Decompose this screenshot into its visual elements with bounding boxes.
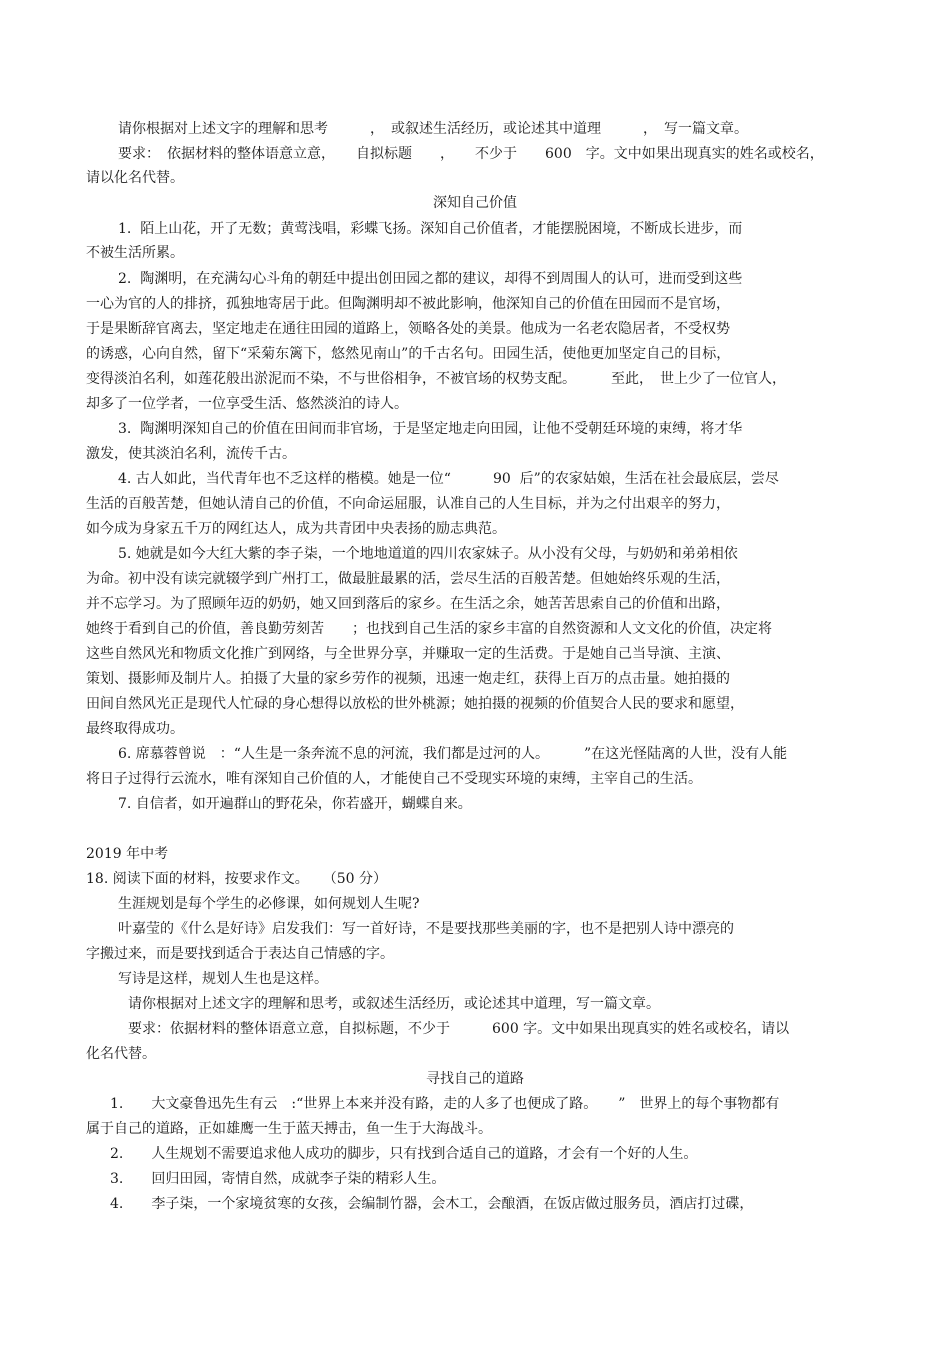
- paragraph-2-cont: 变得淡泊名利，如莲花般出淤泥而不染，不与世俗相争，不被官场的权势支配。 至此， 世上少了一位官人，: [86, 371, 786, 387]
- prompt-line: 请你根据对上述文字的理解和思考，或叙述生活经历，或论述其中道理，写一篇文章。: [128, 996, 660, 1012]
- paragraph-6-cont: 将日子过得行云流水，唯有深知自己价值的人，才能使自己不受现实环境的束缚，主宰自己的生活。: [86, 771, 702, 787]
- paragraph-2: 2. 陶渊明，在充满勾心斗角的朝廷中提出创田园之都的建议，却得不到周围人的认可，进而受到这些: [118, 271, 743, 287]
- item-2: 2. 人生规划不需要追求他人成功的脚步，只有找到合适自己的道路，才会有一个好的人生。: [110, 1146, 698, 1162]
- item-1: 1. 大文豪鲁迅先生有云 :“世界上本来并没有路，走的人多了也便成了路。 ” 世界上的每个事物都有: [110, 1096, 780, 1112]
- paragraph-5-cont: 田间自然风光正是现代人忙碌的身心想得以放松的世外桃源；她拍摄的视频的价值契合人民的要求和愿望，: [86, 696, 744, 712]
- requirement-line: 要求：依据材料的整体语意立意，自拟标题，不少于 600 字。文中如果出现真实的姓名或校名，请以: [128, 1021, 790, 1037]
- paragraph-4-cont: 生活的百般苦楚，但她认清自己的价值，不向命运屈服，认准自己的人生目标，并为之付出艰辛的努力，: [86, 496, 730, 512]
- paragraph-2-cont: 的诱惑，心向自然，留下“采菊东篱下，悠然见南山”的千古名句。田园生活，使他更加坚定自己的目标，: [86, 346, 731, 362]
- requirement-line: 要求： 依据材料的整体语意立意， 自拟标题 ， 不少于 600 字。文中如果出现真实的姓名或校名，: [118, 146, 824, 162]
- paragraph-5-cont: 她终于看到自己的价值，善良勤劳刻苦 ；也找到自己生活的家乡丰富的自然资源和人文文化的价值，决定将: [86, 621, 772, 637]
- paragraph-5-cont: 最终取得成功。: [86, 721, 184, 737]
- paragraph-5-cont: 并不忘学习。为了照顾年迈的奶奶，她又回到落后的家乡。在生活之余，她苦苦思索自己的价值和出路，: [86, 596, 730, 612]
- essay-title: 深知自己价值: [433, 195, 517, 211]
- paragraph-5-cont: 策划、摄影师及制片人。拍摄了大量的家乡劳作的视频，迅速一炮走红，获得上百万的点击量。她拍摄的: [86, 671, 730, 687]
- paragraph-3-cont: 激发，使其淡泊名利，流传千古。: [86, 446, 296, 462]
- item-3: 3. 回归田园，寄情自然，成就李子柒的精彩人生。: [110, 1171, 446, 1187]
- material-line: 写诗是这样，规划人生也是这样。: [118, 971, 328, 987]
- paragraph-7: 7. 自信者，如开遍群山的野花朵，你若盛开，蝴蝶自来。: [118, 796, 472, 812]
- paragraph-4: 4. 古人如此，当代青年也不乏这样的楷模。她是一位“ 90 后”的农家姑娘，生活在社会最底层，尝尽: [118, 471, 779, 487]
- paragraph-5-cont: 这些自然风光和物质文化推广到网络，与全世界分享，并赚取一定的生活费。于是她自己当导演、主演、: [86, 646, 730, 662]
- requirement-line-cont: 请以化名代替。: [86, 170, 184, 186]
- question-18: 18. 阅读下面的材料，按要求作文。 （50 分）: [86, 871, 387, 887]
- item-4: 4. 李子柒，一个家境贫寒的女孩，会编制竹器，会木工，会酿酒，在饭店做过服务员，酒店打过碟，: [110, 1196, 754, 1212]
- paragraph-5-cont: 为命。初中没有读完就辍学到广州打工，做最脏最累的活，尝尽生活的百般苦楚。但她始终乐观的生活，: [86, 571, 730, 587]
- paragraph-3: 3. 陶渊明深知自己的价值在田间而非官场，于是坚定地走向田园，让他不受朝廷环境的束缚，将才华: [118, 421, 743, 437]
- paragraph-6: 6. 席慕蓉曾说 ：“人生是一条奔流不息的河流，我们都是过河的人。 ”在这光怪陆离的人世，没有人能: [118, 746, 788, 762]
- prompt-line: 请你根据对上述文字的理解和思考 ， 或叙述生活经历，或论述其中道理 ， 写一篇文章。: [118, 121, 748, 137]
- material-line-cont: 字搬过来，而是要找到适合于表达自己情感的字。: [86, 946, 394, 962]
- exam-year: 2019 年中考: [86, 846, 169, 862]
- paragraph-2-cont: 于是果断辞官离去，坚定地走在通往田园的道路上，领略各处的美景。他成为一名老农隐居者，不受权势: [86, 321, 730, 337]
- item-1-cont: 属于自己的道路，正如雄鹰一生于蓝天搏击，鱼一生于大海战斗。: [86, 1121, 492, 1137]
- paragraph-2-cont: 一心为官的人的排挤，孤独地寄居于此。但陶渊明却不被此影响，他深知自己的价值在田园而不是官场，: [86, 296, 730, 312]
- paragraph-1: 1. 陌上山花，开了无数；黄莺浅唱，彩蝶飞扬。深知自己价值者，才能摆脱困境，不断成长进步，而: [118, 221, 743, 237]
- paragraph-1-cont: 不被生活所累。: [86, 245, 184, 261]
- paragraph-4-cont: 如今成为身家五千万的网红达人，成为共青团中央表扬的励志典范。: [86, 521, 506, 537]
- material-line: 生涯规划是每个学生的必修课，如何规划人生呢?: [118, 896, 420, 912]
- paragraph-2-cont: 却多了一位学者，一位享受生活、悠然淡泊的诗人。: [86, 396, 408, 412]
- material-line: 叶嘉莹的《什么是好诗》启发我们：写一首好诗，不是要找那些美丽的字，也不是把别人诗中漂亮的: [118, 921, 734, 937]
- paragraph-5: 5. 她就是如今大红大紫的李子柒，一个地地道道的四川农家妹子。从小没有父母，与奶奶和弟弟相依: [118, 546, 738, 562]
- essay-title: 寻找自己的道路: [426, 1071, 524, 1087]
- requirement-line-cont: 化名代替。: [86, 1046, 156, 1062]
